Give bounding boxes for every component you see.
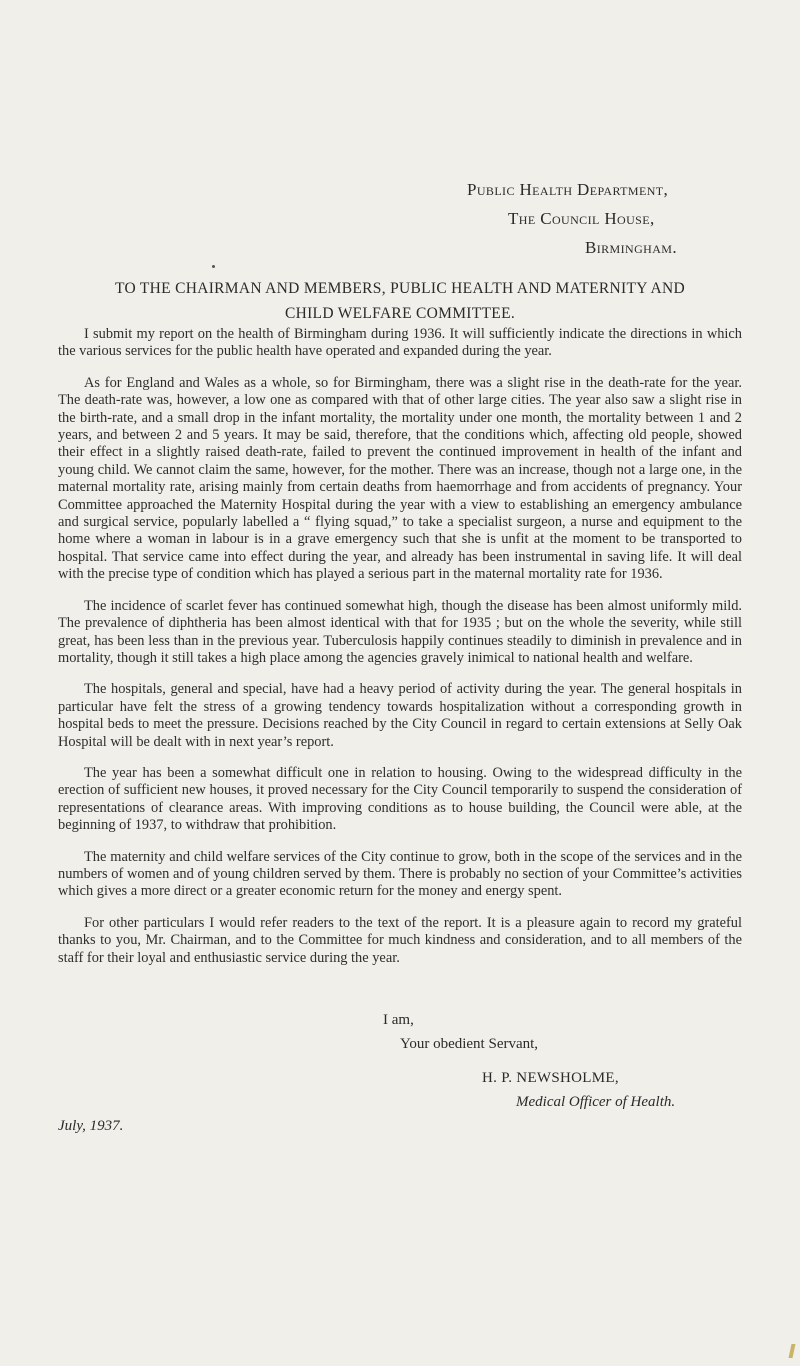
paragraph-hospitals: The hospitals, general and special, have had a heavy period of activity during the year. The general hospitals in particular have felt the stress of a growing tendency towards hospitalization without a corresponding growth in hospital beds to meet the pressure. Decisions reached by the City Council in regard to certain extensions at Selly Oak Hospital will be dealt with in next year’s report.	[58, 681, 742, 750]
letter-date	[58, 1118, 123, 1135]
addressee-line-1: TO THE CHAIRMAN AND MEMBERS, PUBLIC HEALTH AND MATERNITY AND	[114, 280, 685, 297]
addressee-line-2: CHILD WELFARE COMMITTEE.	[284, 305, 516, 322]
paragraph-thanks: For other particulars I would refer readers to the text of the report. It is a pleasure again to record my grateful thanks to you, Mr. Chairman, and to the Committee for much kindness and consideration, and to all members of the staff for their loyal and enthusiastic service during the year.	[58, 914, 742, 966]
ink-speck	[212, 265, 215, 268]
page-edge-mark	[789, 1344, 796, 1358]
paragraph-intro: I submit my report on the health of Birmingham during 1936. It will sufficiently indicate the directions in which the various services for the public health have operated and expanded during the year.	[58, 326, 742, 360]
letterhead-department: Public Health Department,	[467, 180, 669, 199]
paragraph-housing: The year has been a somewhat difficult one in relation to housing. Owing to the widespread difficulty in the erection of sufficient new houses, it proved necessary for the City Council temporarily to suspend the consideration of representations of clearance areas. With improving conditions as to house building, the Council were able, at the beginning of 1937, to withdraw that prohibition.	[58, 764, 742, 834]
paragraph-infectious-disease: The incidence of scarlet fever has continued somewhat high, though the disease has been almost uniformly mild. The prevalence of diphtheria has been almost identical with that for 1935 ; but on the whole the severity, while still great, has been less than in the previous year. Tuberculosis happily continues steadily to diminish in prevalence and in mortality, though it still takes a high place among the agencies gravely inimical to national health and welfare.	[58, 597, 742, 666]
paragraph-mortality: As for England and Wales as a whole, so for Birmingham, there was a slight rise in the death-rate for the year. The death-rate was, however, a low one as compared with that of other large cities. The year also saw a slight rise in the birth-rate, and a small drop in the infant mortality, the mortality under one month, the mortality between 1 and 2 years, and between 2 and 5 years. It may be said, therefore, that the conditions which, affecting old people, showed their effect in a slightly raised death-rate, failed to prevent the continued improvement in health of the infant and young child. We cannot claim the same, however, for the mother. There was an increase, though not a large one, in the maternal mortality rate, arising mainly from certain deaths from haemorrhage and from accidents of pregnancy. Your Committee approached the Maternity Hospital during the year with a view to establishing an emergency ambulance and surgical service, popularly labelled a “ flying squad,” to take a specialist surgeon, a nurse and equipment to the home where a woman in labour is in a grave emergency such that she is unfit at the moment to be transported to hospital. That service came into effect during the year, and already has been instrumental in saving life. It will deal with the precise type of condition which has played a serious part in the maternal mortality rate for 1936.	[58, 374, 742, 583]
letterhead-city: Birmingham.	[585, 238, 677, 257]
signature-title: Medical Officer of Health.	[516, 1094, 676, 1110]
paragraph-maternity: The maternity and child welfare services of the City continue to grow, both in the scope of the services and in the numbers of women and of young children served by them. There is probably no section of your Committee’s activities which gives a more direct or a greater economic return for the money and energy spent.	[58, 848, 742, 900]
closing-valediction: Your obedient Servant,	[400, 1036, 539, 1052]
closing-salutation: I am,	[383, 1012, 414, 1028]
letterhead-building: The Council House,	[508, 209, 655, 228]
letter-date-text: July, 1937.	[58, 1118, 124, 1134]
report-body	[58, 326, 742, 981]
addressee	[60, 276, 740, 326]
signature-name: H. P. NEWSHOLME,	[482, 1070, 619, 1086]
